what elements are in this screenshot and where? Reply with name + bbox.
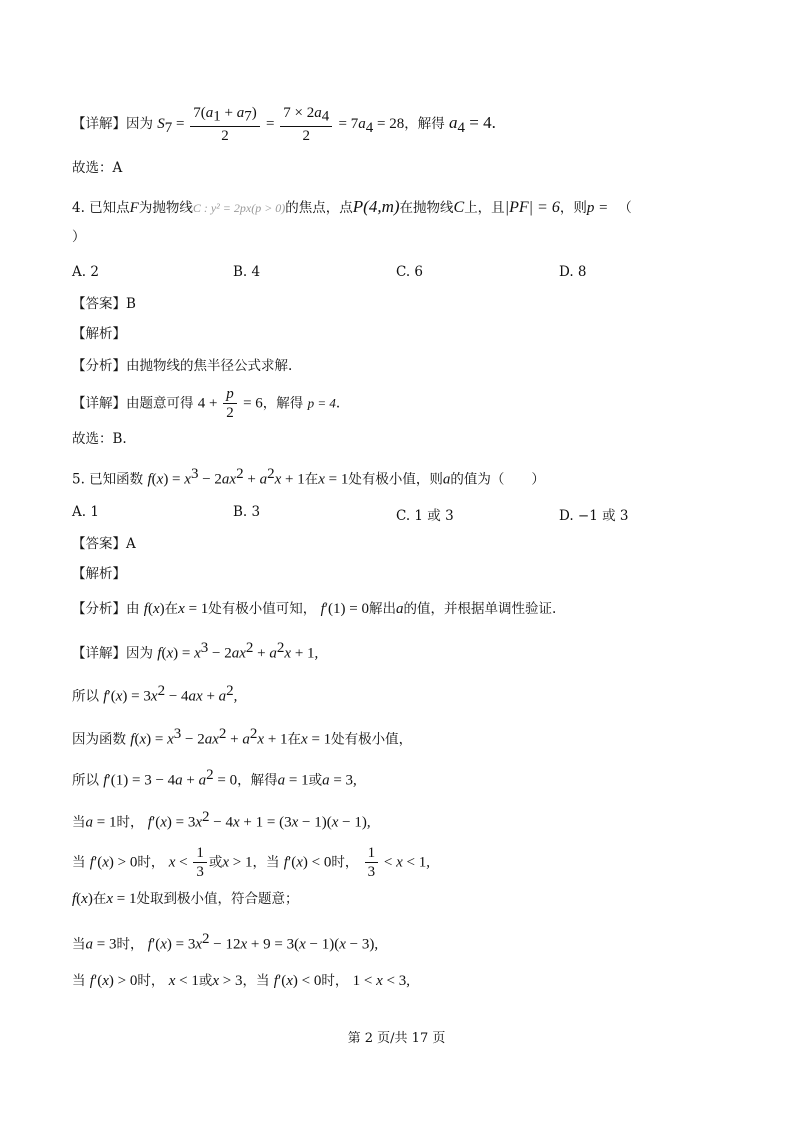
q4-stem: 4. 已知点F为抛物线C : y² = 2px(p > 0)的焦点，点P(4,m)在抛物线C上，且|PF| = 6，则p = （ (72, 197, 632, 216)
q5-detail-6: 当 f′(x) > 0时， x < $\frac{1}{3}$ 或x > 1，当 f′(x) < 0时， $\frac{1}{3}$ < x < 1, (72, 845, 431, 880)
fraction: $\frac{1}{3}$ (365, 844, 379, 882)
q4-option-d: D. 8 (559, 264, 587, 280)
q5-answer: 【答案】A (72, 536, 136, 552)
q5-detail-7: f(x)在x = 1处取到极小值，符合题意； (72, 891, 299, 907)
q3-select: 故选：A (72, 160, 123, 176)
q5-analysis: 【分析】由 f(x)在x = 1处有极小值可知， f′(1) = 0解出a的值，并根据单调性验证. (72, 601, 557, 617)
fraction: $\frac{1}{3}$ (193, 844, 207, 882)
page-footer: 第 2 页/共 17 页 (347, 1031, 446, 1046)
q5-analysis-head: 【解析】 (72, 566, 126, 582)
fraction: $\frac{p}{2}$ (223, 385, 237, 423)
q5-detail-5: 当a = 1时， $f'(x) = 3x^2 - 4x + 1 = (3x - 1)(x - 1)$, (72, 809, 371, 831)
q4-paren-close: ） (72, 229, 86, 245)
q5-option-d: D. −1 或 3 (559, 508, 629, 524)
q4-analysis: 【分析】由抛物线的焦半径公式求解. (72, 358, 293, 374)
q5-option-a: A. 1 (72, 504, 99, 520)
q4-detail: 【详解】由题意可得 4 + $\frac{p}{2}$ = 6，解得 p = 4. (72, 386, 341, 421)
q4-select: 故选：B. (72, 431, 127, 447)
q5-detail-2: 所以 $f'(x) = 3x^2 - 4ax + a^2$, (72, 683, 238, 705)
q5-detail-8: 当a = 3时， $f'(x) = 3x^2 - 12x + 9 = 3(x - 1)(x - 3)$, (72, 931, 379, 953)
q4-analysis-head: 【解析】 (72, 326, 126, 342)
detail-label: 【详解】 (72, 116, 126, 133)
q5-option-c: C. 1 或 3 (396, 508, 454, 524)
q5-detail-4: 所以 $f'(1) = 3 - 4a + a^2 = 0$，解得a = 1或a = 3, (72, 767, 357, 789)
q4-option-c: C. 6 (396, 264, 424, 280)
q5-detail-3: 因为函数 $f(x) = x^3 - 2ax^2 + a^2x + 1$在x = 1处有极小值， (72, 726, 413, 748)
q4-option-b: B. 4 (233, 264, 261, 280)
q4-option-a: A. 2 (72, 264, 99, 280)
q5-option-b: B. 3 (233, 504, 261, 520)
fraction: $\frac{7(a_1 + a_7)}{2}$ (190, 104, 259, 145)
fraction: $\frac{7 \times 2a_4}{2}$ (280, 104, 332, 145)
q5-detail-1: 【详解】因为 $f(x) = x^3 - 2ax^2 + a^2x + 1$, (72, 640, 319, 662)
q5-detail-9: 当 f′(x) > 0时， x < 1或x > 3，当 f′(x) < 0时， 1 < x < 3, (72, 973, 411, 989)
q4-answer: 【答案】B (72, 296, 136, 312)
q5-stem: 5. 已知函数 $f(x) = x^3 - 2ax^2 + a^2x + 1$在x = 1处有极小值，则a的值为（ ） (72, 466, 545, 488)
q3-detail-line: 【详解】因为 $S_7$ = $\frac{7(a_1 + a_7)}{2}$ = $\frac{7 \times 2a_4}{2}$ = $7a_4 = 28$，解得 $a_4 = 4$. (72, 105, 496, 144)
